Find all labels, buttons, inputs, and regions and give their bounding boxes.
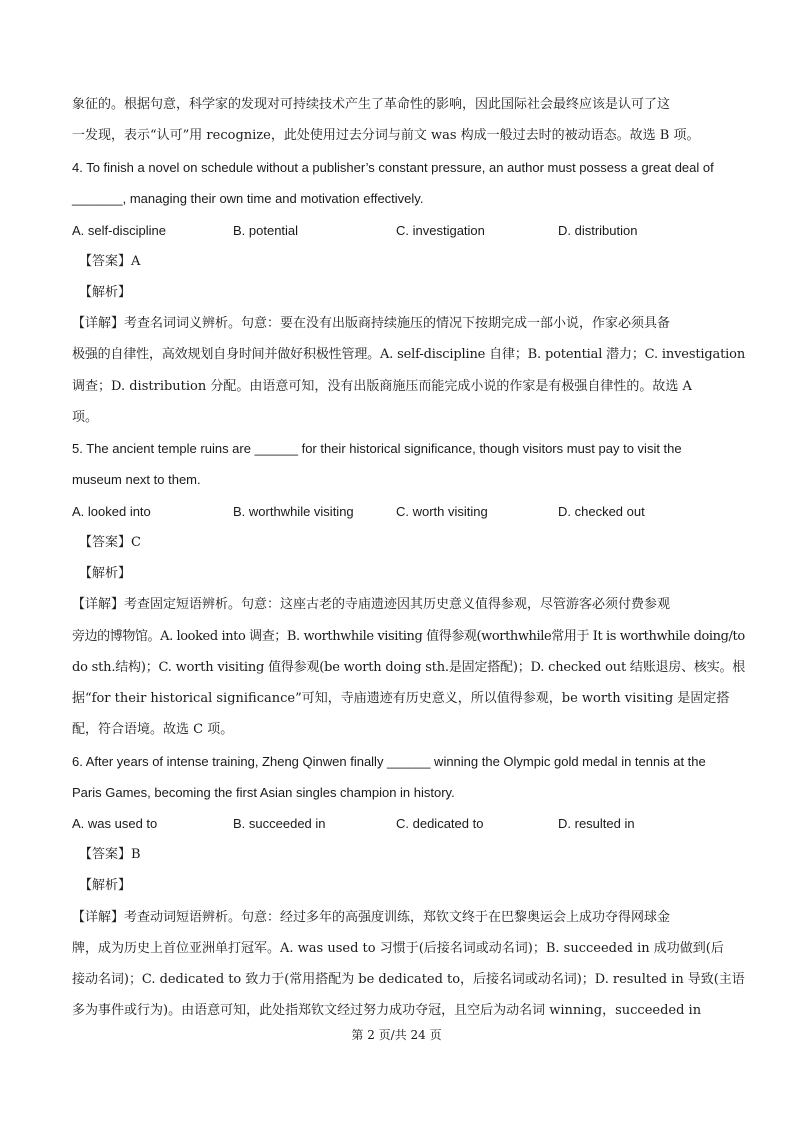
- question-4-option-c: C. investigation: [396, 223, 485, 238]
- question-6-option-d: D. resulted in: [558, 816, 635, 831]
- page-footer: 第 2 页/共 24 页: [351, 1028, 442, 1042]
- question-4-option-d: D. distribution: [558, 223, 638, 238]
- question-5-option-a: A. looked into: [72, 504, 151, 519]
- question-4-analysis-label: 【解析】: [79, 285, 132, 300]
- question-5-analysis-label: 【解析】: [79, 566, 132, 581]
- question-4-option-a: A. self-discipline: [72, 223, 166, 238]
- text-line: 象征的。根据句意，科学家的发现对可持续技术产生了革命性的影响，因此国际社会最终应该是认可了这: [72, 97, 671, 112]
- question-5-detail: do sth.结构)；C. worth visiting 值得参观(be worth doing sth.是固定搭配)；D. checked out 结账退房、核实。根: [72, 660, 746, 675]
- question-6-answer: 【答案】B: [79, 847, 141, 862]
- question-5-answer: 【答案】C: [79, 535, 141, 550]
- question-6-option-a: A. was used to: [72, 816, 158, 831]
- question-4-option-b: B. potential: [233, 223, 299, 238]
- question-5-option-c: C. worth visiting: [396, 504, 488, 519]
- question-4-stem: _______, managing their own time and motivation effectively.: [72, 191, 424, 206]
- question-6-option-b: B. succeeded in: [233, 816, 326, 831]
- question-4-detail: 【详解】考查名词词义辨析。句意：要在没有出版商持续施压的情况下按期完成一部小说，作家必须具备: [72, 316, 671, 331]
- question-4-detail: 极强的自律性，高效规划自身时间并做好积极性管理。A. self-discipline 自律；B. potential 潜力；C. investigation: [72, 347, 746, 362]
- question-4-answer: 【答案】A: [79, 254, 141, 269]
- question-6-analysis-label: 【解析】: [79, 878, 132, 893]
- question-6-stem: Paris Games, becoming the first Asian singles champion in history.: [72, 785, 455, 800]
- question-5-detail: 旁边的博物馆。A. looked into 调查；B. worthwhile visiting 值得参观(worthwhile常用于 It is worthwhile doing/to: [72, 629, 745, 644]
- question-4-detail: 项。: [72, 410, 99, 425]
- question-4-stem: 4. To finish a novel on schedule without a publisher’s constant pressure, an author must possess a great deal of: [72, 160, 714, 175]
- question-6-detail: 【详解】考查动词短语辨析。句意：经过多年的高强度训练，郑钦文终于在巴黎奥运会上成功夺得网球金: [72, 910, 671, 925]
- question-5-detail: 配，符合语境。故选 C 项。: [72, 722, 234, 737]
- question-5-detail: 据“for their historical significance”可知，寺庙遗迹有历史意义，所以值得参观，be worth visiting 是固定搭: [72, 691, 730, 706]
- question-6-option-c: C. dedicated to: [396, 816, 484, 831]
- question-5-stem: 5. The ancient temple ruins are ______ for their historical significance, though visitors must pay to visit the: [72, 441, 682, 456]
- question-4-detail: 调查；D. distribution 分配。由语意可知，没有出版商施压而能完成小说的作家是有极强自律性的。故选 A: [72, 379, 692, 394]
- question-6-stem: 6. After years of intense training, Zheng Qinwen finally ______ winning the Olympic gold medal in tennis at the: [72, 754, 706, 769]
- question-5-stem: museum next to them.: [72, 472, 201, 487]
- question-5-option-b: B. worthwhile visiting: [233, 504, 354, 519]
- text-line: 一发现，表示“认可”用 recognize，此处使用过去分词与前文 was 构成一般过去时的被动语态。故选 B 项。: [72, 128, 700, 143]
- question-5-option-d: D. checked out: [558, 504, 645, 519]
- question-5-detail: 【详解】考查固定短语辨析。句意：这座古老的寺庙遗迹因其历史意义值得参观，尽管游客必须付费参观: [72, 597, 671, 612]
- question-6-detail: 接动名词)；C. dedicated to 致力于(常用搭配为 be dedicated to，后接名词或动名词)；D. resulted in 导致(主语: [72, 972, 745, 987]
- question-6-detail: 牌，成为历史上首位亚洲单打冠军。A. was used to 习惯于(后接名词或动名词)；B. succeeded in 成功做到(后: [72, 941, 724, 956]
- question-6-detail: 多为事件或行为)。由语意可知，此处指郑钦文经过努力成功夺冠，且空后为动名词 winning，succeeded in: [72, 1003, 702, 1018]
